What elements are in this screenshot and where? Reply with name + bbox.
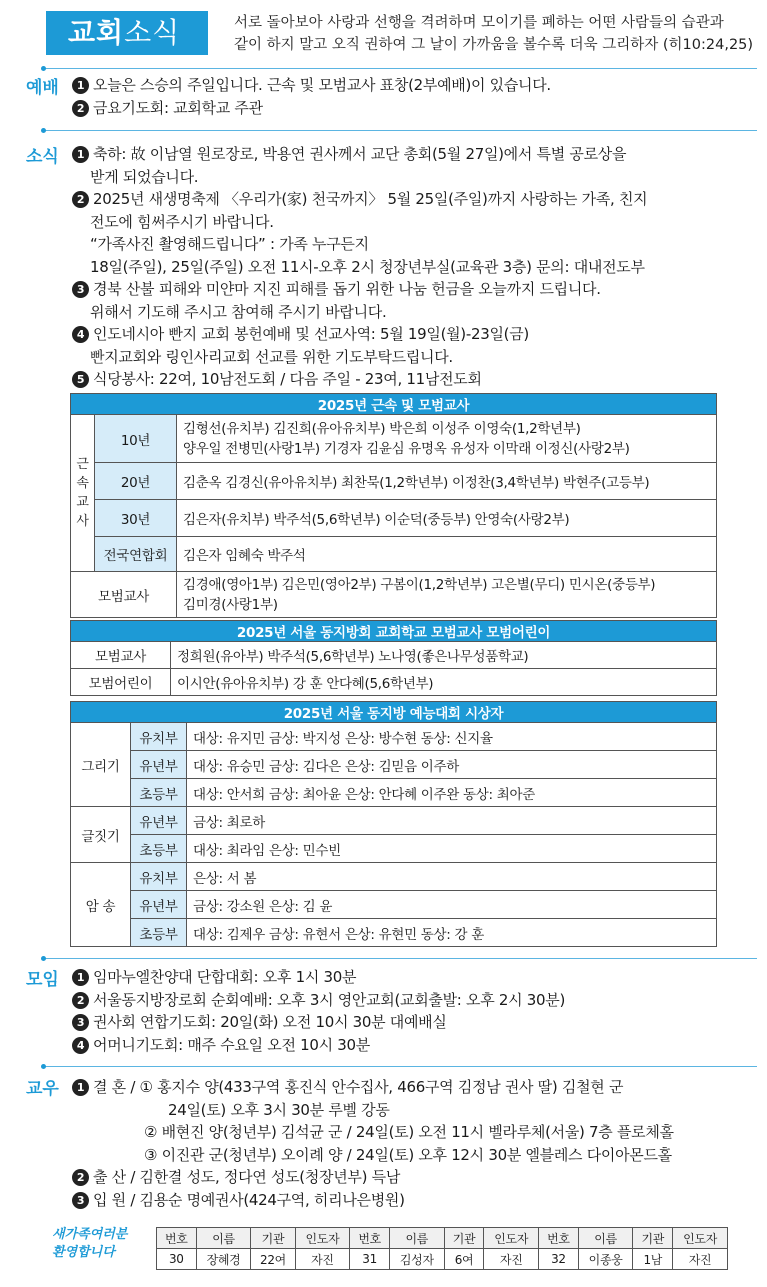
item-text: 오늘은 스승의 주일입니다. 근속 및 모범교사 표창(2부예배)이 있습니다. bbox=[93, 76, 551, 94]
title-thin: 소식 bbox=[124, 16, 181, 49]
item-number: 1 bbox=[72, 77, 89, 94]
section-label-news: 소식 bbox=[26, 147, 59, 167]
dept-label: 초등부 bbox=[131, 919, 187, 947]
item-text: ③ 이진관 군(청년부) 오이례 양 / 24일(토) 오후 12시 30분 엘블레스 다이아몬드홀 bbox=[144, 1145, 672, 1164]
list-item bbox=[72, 188, 742, 211]
verse-line: 같이 하지 말고 오직 권하여 그 날이 가까움을 볼수록 더욱 그리하자 (히10:24,25) bbox=[234, 37, 754, 53]
names-line: 김미경(사랑1부) bbox=[183, 596, 278, 613]
dept-label: 유치부 bbox=[131, 863, 187, 891]
award-cell: 대상: 김제우 금상: 유현서 은상: 유현민 동상: 강 훈 bbox=[187, 919, 717, 947]
item-text: 임마누엘찬양대 단합대회: 오후 1시 30분 bbox=[93, 968, 357, 986]
model-teacher-table bbox=[70, 620, 717, 696]
arts-contest-table bbox=[70, 701, 717, 947]
item-number: 4 bbox=[72, 1037, 89, 1054]
item-number: 2 bbox=[72, 191, 89, 208]
row-label: 모범교사 bbox=[71, 572, 177, 618]
cell-guide: 자진 bbox=[295, 1249, 350, 1270]
list-item bbox=[72, 74, 742, 97]
row-label: 20년 bbox=[95, 463, 177, 500]
item-text: 2025년 새생명축제 〈우리가(家) 천국까지〉 5월 25일(주일)까지 사랑하는 가족, 친지 bbox=[93, 190, 648, 208]
item-text: 18일(주일), 25일(주일) 오전 11시-오후 2시 청장년부실(교육관 3층) 문의: 대내전도부 bbox=[90, 257, 645, 276]
category-label: 글짓기 bbox=[71, 807, 131, 863]
list-item bbox=[72, 1076, 742, 1099]
item-number: 2 bbox=[72, 992, 89, 1009]
cell-number: 31 bbox=[350, 1249, 390, 1270]
item-number: 2 bbox=[72, 1169, 89, 1186]
divider-dot bbox=[41, 128, 46, 133]
names-line: 김형선(유치부) 김진희(유아유치부) 박은희 이성주 이영숙(1,2학년부) bbox=[183, 420, 581, 437]
item-text: 24일(토) 오후 3시 30분 루벨 강동 bbox=[168, 1100, 390, 1119]
row-label: 10년 bbox=[95, 415, 177, 463]
col-header: 이름 bbox=[578, 1228, 633, 1249]
page-title bbox=[46, 11, 208, 55]
item-text: 출 산 / 김한결 성도, 정다연 성도(청장년부) 득남 bbox=[93, 1168, 401, 1186]
list-item bbox=[72, 1011, 742, 1034]
col-header: 기관 bbox=[633, 1228, 673, 1249]
names-cell: 김은자(유치부) 박주석(5,6학년부) 이순덕(중등부) 안영숙(사랑2부) bbox=[177, 500, 717, 537]
cell-guide: 자진 bbox=[484, 1249, 539, 1270]
meetings-list bbox=[72, 966, 742, 1056]
award-cell: 금상: 최로하 bbox=[187, 807, 717, 835]
signature-line: 환영합니다 bbox=[52, 1245, 115, 1260]
item-number: 4 bbox=[72, 326, 89, 343]
col-header: 기관 bbox=[444, 1228, 484, 1249]
list-item bbox=[72, 989, 742, 1012]
list-item bbox=[72, 1189, 742, 1212]
list-item bbox=[72, 323, 742, 346]
divider bbox=[42, 68, 757, 69]
list-item bbox=[72, 368, 742, 391]
item-text: 권사회 연합기도회: 20일(화) 오전 10시 30분 대예배실 bbox=[93, 1013, 447, 1031]
names-cell: 김은자 임혜숙 박주석 bbox=[177, 537, 717, 572]
item-text: “가족사진 촬영해드립니다” : 가족 누구든지 bbox=[90, 235, 369, 253]
section-label-members: 교우 bbox=[26, 1079, 59, 1099]
item-text: 결 혼 / ① 홍지수 양(433구역 홍진식 안수집사, 466구역 김정남 권사 딸) 김철현 군 bbox=[93, 1078, 624, 1096]
col-header: 인도자 bbox=[295, 1228, 350, 1249]
item-number: 5 bbox=[72, 371, 89, 388]
item-text: 어머니기도회: 매주 수요일 오전 10시 30분 bbox=[93, 1035, 370, 1054]
category-label: 암 송 bbox=[71, 863, 131, 947]
divider-dot bbox=[41, 1064, 46, 1069]
list-item bbox=[72, 143, 742, 166]
group-label: 근 속 교 사 bbox=[71, 415, 95, 572]
award-cell: 금상: 강소원 은상: 김 윤 bbox=[187, 891, 717, 919]
item-number: 1 bbox=[72, 1079, 89, 1096]
signature-line: 새가족여러분 bbox=[52, 1227, 128, 1242]
col-header: 번호 bbox=[539, 1228, 579, 1249]
item-number: 2 bbox=[72, 100, 89, 117]
cell-name: 장혜경 bbox=[196, 1249, 251, 1270]
item-text: ② 배현진 양(청년부) 김석균 군 / 24일(토) 오전 11시 벨라루체(서울) 7층 플로체홀 bbox=[144, 1123, 674, 1141]
item-text: 입 원 / 김용순 명예권사(424구역, 히리나은병원) bbox=[93, 1190, 405, 1209]
names-line: 김경애(영아1부) 김은민(영아2부) 구봄이(1,2학년부) 고은별(무디) 민시온(중등부) bbox=[183, 576, 656, 593]
table-title: 2025년 근속 및 모범교사 bbox=[71, 394, 717, 415]
dept-label: 초등부 bbox=[131, 835, 187, 863]
table-title: 2025년 서울 동지방 예능대회 시상자 bbox=[71, 702, 717, 723]
item-text: 위해서 기도해 주시고 참여해 주시기 바랍니다. bbox=[90, 302, 387, 321]
col-header: 기관 bbox=[251, 1228, 295, 1249]
item-number: 3 bbox=[72, 1192, 89, 1209]
worship-list bbox=[72, 74, 742, 119]
dept-label: 유년부 bbox=[131, 891, 187, 919]
divider bbox=[42, 1066, 757, 1067]
list-item bbox=[72, 966, 742, 989]
list-item bbox=[72, 278, 742, 301]
row-label: 모범어린이 bbox=[71, 669, 171, 696]
row-label: 30년 bbox=[95, 500, 177, 537]
item-text: 인도네시아 빤지 교회 봉헌예배 및 선교사역: 5월 19일(월)-23일(금) bbox=[93, 325, 529, 343]
news-list bbox=[72, 143, 742, 391]
names-cell bbox=[177, 572, 717, 618]
names-cell: 김춘옥 김경신(유아유치부) 최찬묵(1,2학년부) 이정찬(3,4학년부) 박현주(고등부) bbox=[177, 463, 717, 500]
dept-label: 초등부 bbox=[131, 779, 187, 807]
col-header: 인도자 bbox=[484, 1228, 539, 1249]
header bbox=[46, 8, 754, 58]
names-cell: 정희원(유아부) 박주석(5,6학년부) 노나영(좋은나무성품학교) bbox=[171, 642, 717, 669]
item-text: 축하: 故 이남열 원로장로, 박용연 권사께서 교단 총회(5월 27일)에서 특별 공로상을 bbox=[93, 145, 627, 163]
cell-number: 30 bbox=[157, 1249, 197, 1270]
cell-org: 6여 bbox=[444, 1249, 484, 1270]
award-cell: 대상: 최라임 은상: 민수빈 bbox=[187, 835, 717, 863]
new-members-table bbox=[156, 1227, 728, 1270]
item-text: 금요기도회: 교회학교 주관 bbox=[93, 98, 263, 117]
col-header: 이름 bbox=[389, 1228, 444, 1249]
members-list bbox=[72, 1076, 742, 1211]
table-title: 2025년 서울 동지방회 교회학교 모범교사 모범어린이 bbox=[71, 621, 717, 642]
col-header: 번호 bbox=[157, 1228, 197, 1249]
long-service-table bbox=[70, 393, 717, 618]
divider-dot bbox=[41, 956, 46, 961]
list-item bbox=[72, 97, 742, 120]
item-number: 3 bbox=[72, 1014, 89, 1031]
cell-org: 1남 bbox=[633, 1249, 673, 1270]
section-label-worship: 예배 bbox=[26, 78, 59, 98]
dept-label: 유년부 bbox=[131, 807, 187, 835]
list-item bbox=[72, 1034, 742, 1057]
verse-line: 서로 돌아보아 사랑과 선행을 격려하며 모이기를 폐하는 어떤 사람들의 습관과 bbox=[234, 15, 724, 31]
dept-label: 유치부 bbox=[131, 723, 187, 751]
item-text: 받게 되었습니다. bbox=[90, 167, 199, 186]
award-cell: 대상: 안서희 금상: 최아윤 은상: 안다혜 이주완 동상: 최아준 bbox=[187, 779, 717, 807]
row-label: 전국연합회 bbox=[95, 537, 177, 572]
divider bbox=[42, 958, 757, 959]
list-item bbox=[72, 1166, 742, 1189]
item-text: 전도에 힘써주시기 바랍니다. bbox=[90, 212, 274, 231]
divider bbox=[42, 130, 757, 131]
cell-number: 32 bbox=[539, 1249, 579, 1270]
section-label-meetings: 모임 bbox=[26, 970, 59, 990]
names-cell: 이시안(유아유치부) 강 훈 안다혜(5,6학년부) bbox=[171, 669, 717, 696]
dept-label: 유년부 bbox=[131, 751, 187, 779]
item-number: 1 bbox=[72, 969, 89, 986]
item-text: 식당봉사: 22여, 10남전도회 / 다음 주일 - 23여, 11남전도회 bbox=[93, 370, 482, 388]
award-cell: 대상: 유지민 금상: 박지성 은상: 방수현 동상: 신지율 bbox=[187, 723, 717, 751]
row-label: 모범교사 bbox=[71, 642, 171, 669]
cell-guide: 자진 bbox=[673, 1249, 728, 1270]
verse bbox=[234, 12, 754, 56]
col-header: 이름 bbox=[196, 1228, 251, 1249]
cell-name: 김성자 bbox=[389, 1249, 444, 1270]
item-text: 서울동지방장로회 순회예배: 오후 3시 영안교회(교회출발: 오후 2시 30분) bbox=[93, 990, 565, 1009]
item-text: 경북 산불 피해와 미얀마 지진 피해를 돕기 위한 나눔 헌금을 오늘까지 드립니다. bbox=[93, 280, 601, 298]
award-cell: 은상: 서 봄 bbox=[187, 863, 717, 891]
welcome-signature bbox=[52, 1226, 152, 1262]
title-bold: 교회 bbox=[68, 16, 125, 49]
col-header: 인도자 bbox=[673, 1228, 728, 1249]
award-cell: 대상: 유승민 금상: 김다은 은상: 김믿음 이주하 bbox=[187, 751, 717, 779]
cell-org: 22여 bbox=[251, 1249, 295, 1270]
names-cell bbox=[177, 415, 717, 463]
category-label: 그리기 bbox=[71, 723, 131, 807]
names-line: 양우일 전병민(사랑1부) 기경자 김윤심 유명옥 유성자 이막래 이정신(사랑2부) bbox=[183, 440, 630, 457]
item-text: 빤지교회와 링인사리교회 선교를 위한 기도부탁드립니다. bbox=[90, 347, 453, 366]
item-number: 3 bbox=[72, 281, 89, 298]
item-number: 1 bbox=[72, 146, 89, 163]
col-header: 번호 bbox=[350, 1228, 390, 1249]
divider-dot bbox=[41, 66, 46, 71]
cell-name: 이종웅 bbox=[578, 1249, 633, 1270]
